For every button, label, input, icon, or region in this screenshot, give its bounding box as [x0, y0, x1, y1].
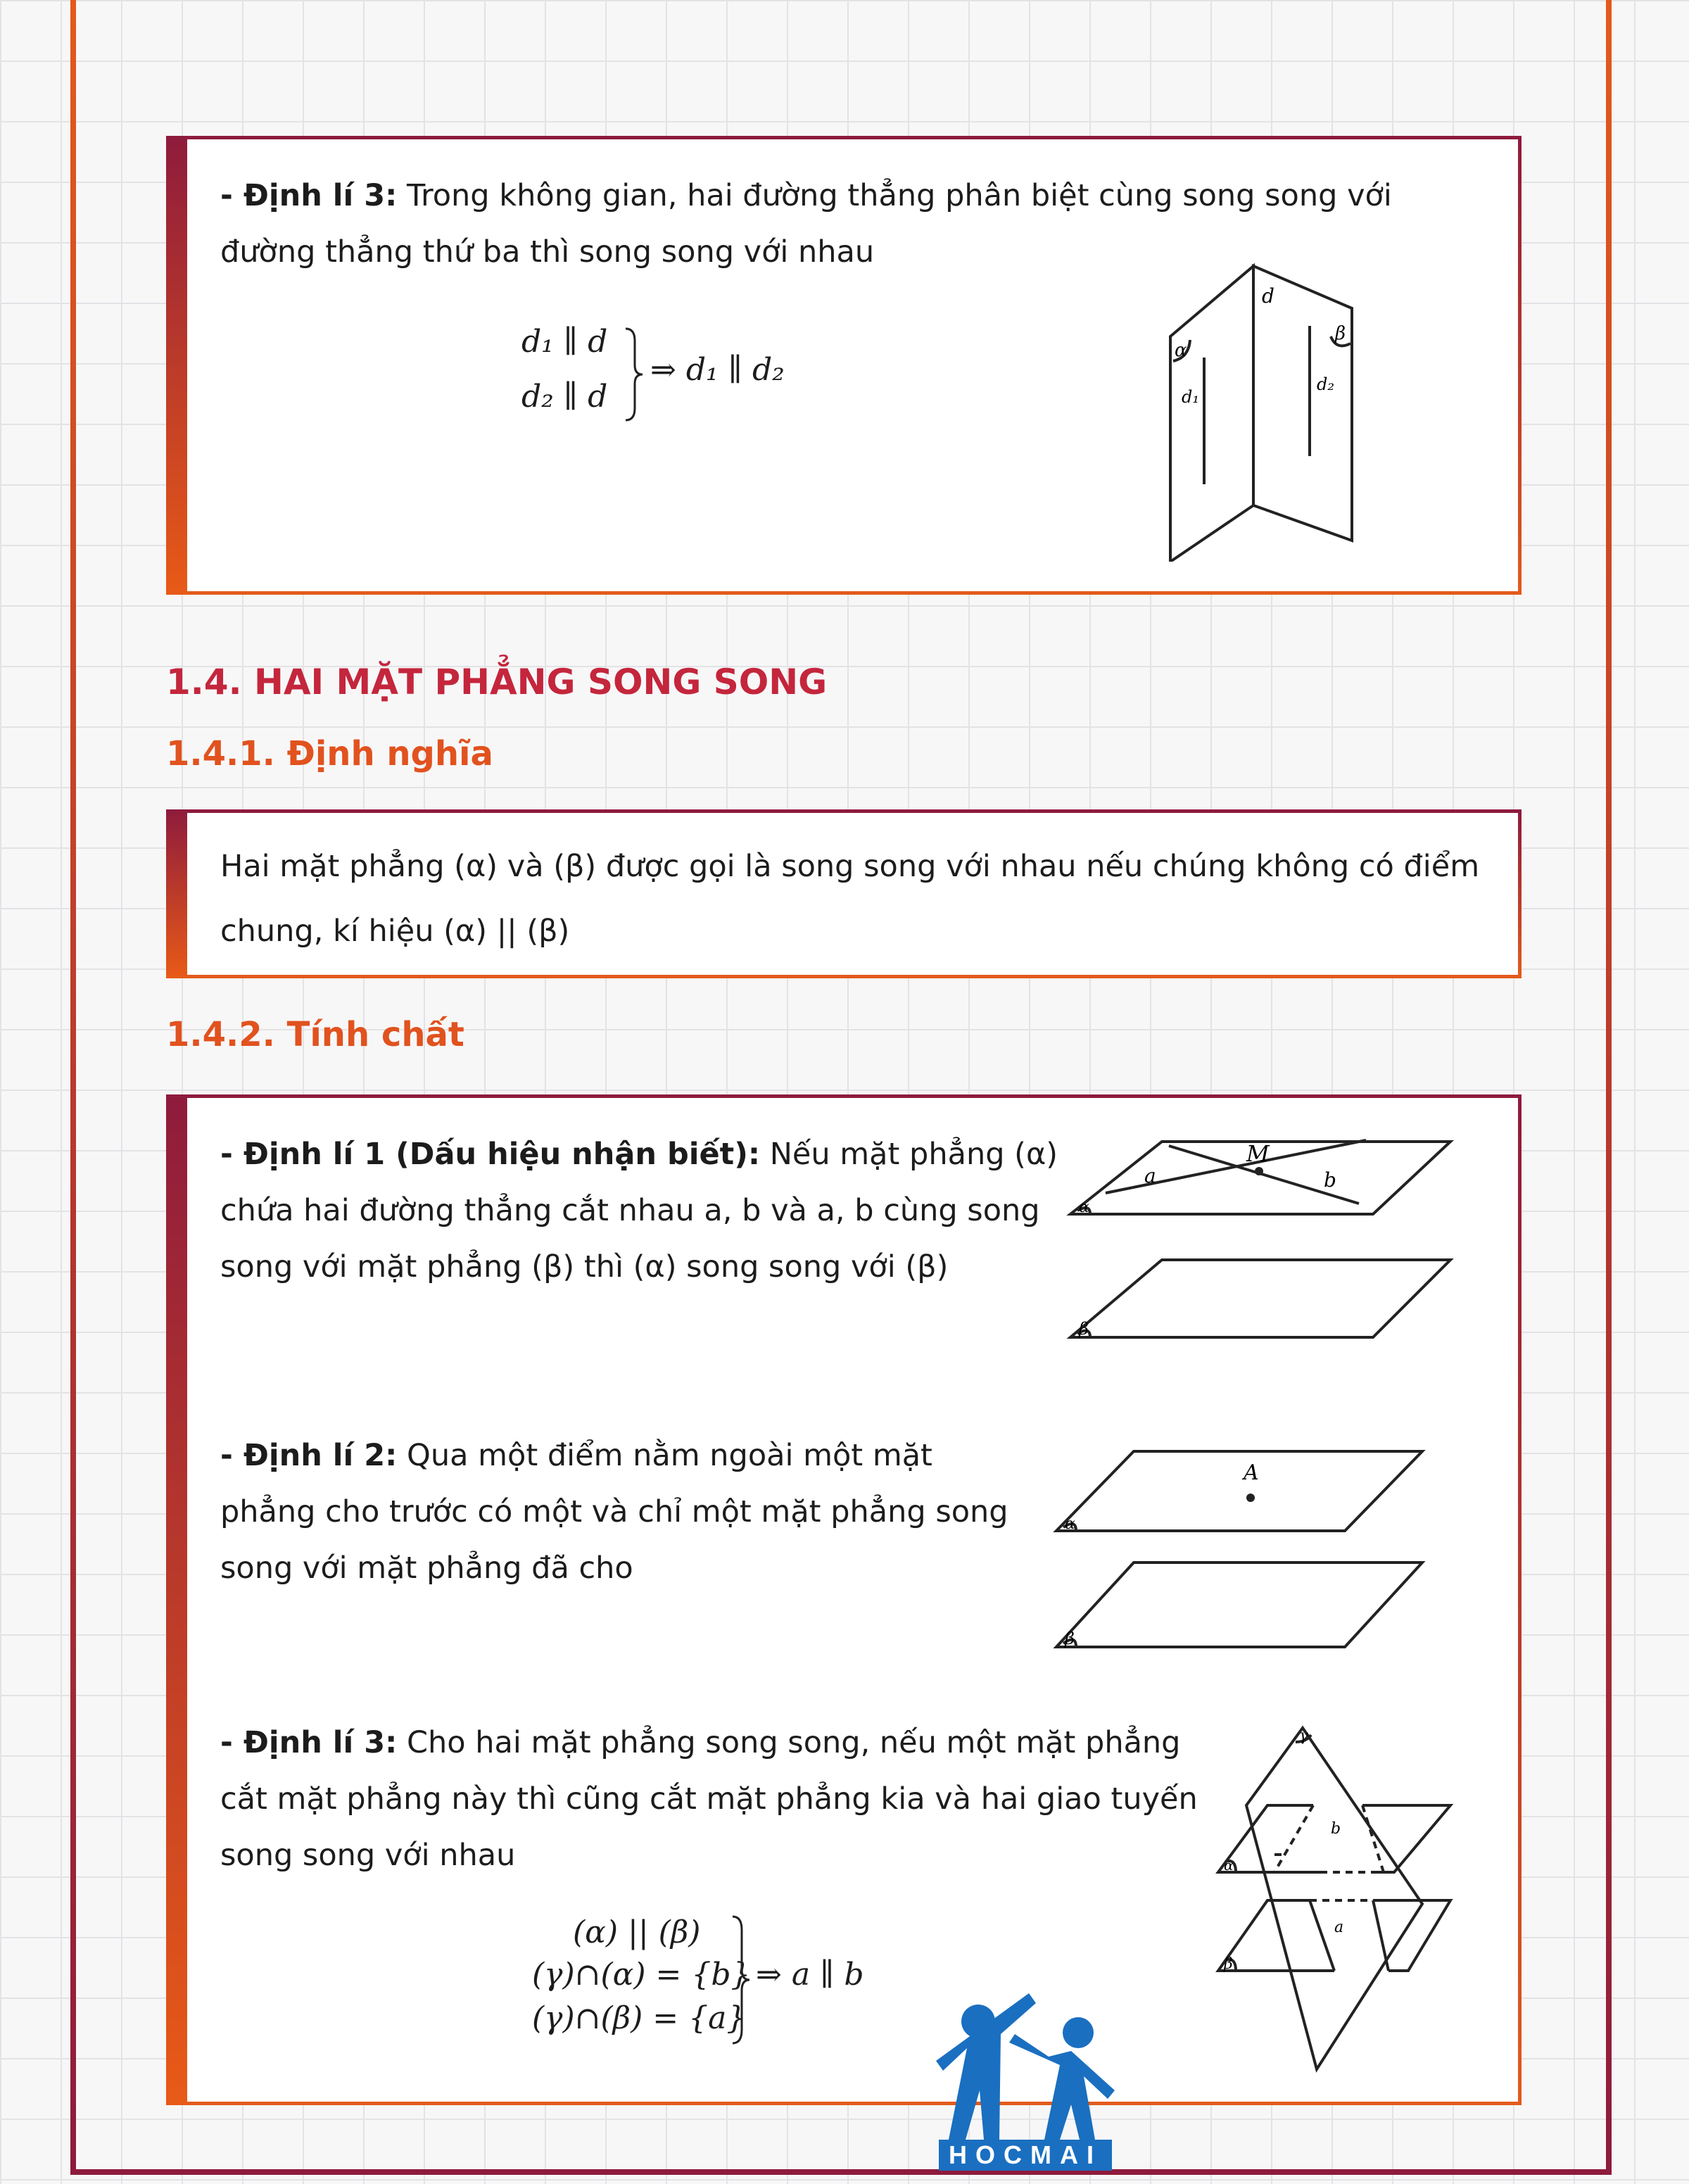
theorem-3-body: Cho hai mặt phẳng song song, nếu một mặt phẳng cắt mặt phẳng này thì cũng cắt mặt phẳng kia và hai giao tuyến song song với nhau — [220, 1725, 1198, 1873]
theorem-2-text — [220, 1427, 1008, 1596]
hocmai-logo — [930, 1992, 1120, 2178]
theorem-3-label: - Định lí 3: — [220, 1725, 398, 1760]
figure-parallel-planes-intersecting-lines — [1063, 1126, 1457, 1351]
label-alpha: α — [1065, 1515, 1075, 1533]
label-alpha: α — [1224, 1857, 1234, 1874]
theorem-3-planes-text — [220, 1715, 1220, 1883]
label-alpha: α — [1175, 340, 1187, 361]
formula-result: ⇒ a ∥ b — [756, 1957, 864, 1993]
theorem-3-planes-formula — [532, 1914, 884, 2055]
definition-text: Hai mặt phẳng (α) và (β) được gọi là song song với nhau nếu chúng không có điểm chung, kí hiệu (α) || (β) — [220, 849, 1480, 949]
label-gamma: γ — [1299, 1727, 1309, 1745]
label-a: a — [1144, 1164, 1156, 1187]
theorem-label: - Định lí 3: — [220, 178, 398, 213]
theorem-body: Trong không gian, hai đường thẳng phân biệt cùng song song với đường thẳng thứ ba thì song song với nhau — [220, 178, 1392, 270]
label-A: A — [1244, 1460, 1259, 1485]
label-beta: β — [1065, 1629, 1075, 1648]
formula-line-2: (γ)∩(α) = {b} — [532, 1957, 751, 1993]
subsection-definition-title: 1.4.1. Định nghĩa — [166, 734, 493, 774]
theorem-2-label: - Định lí 2: — [220, 1438, 398, 1473]
section-title: 1.4. HAI MẶT PHẲNG SONG SONG — [166, 662, 828, 702]
label-d: d — [1262, 284, 1274, 308]
label-alpha: α — [1079, 1199, 1089, 1216]
formula-line-2: d₂ ∥ d — [521, 379, 608, 415]
label-d2: d₂ — [1317, 374, 1334, 394]
label-a: a — [1334, 1919, 1344, 1936]
theorem-box-lines — [166, 136, 1522, 595]
formula-line-1: d₁ ∥ d — [521, 324, 608, 360]
hocmai-figures-icon — [930, 1992, 1120, 2140]
label-d1: d₁ — [1182, 387, 1199, 407]
formula-line-1: (α) || (β) — [573, 1914, 701, 1950]
hocmai-logo-text: HOCMAI — [939, 2140, 1112, 2171]
label-M: M — [1246, 1140, 1270, 1167]
label-beta: β — [1224, 1955, 1233, 1973]
theorem-1-text — [220, 1126, 1065, 1295]
formula-result: ⇒ d₁ ∥ d₂ — [650, 352, 785, 388]
subsection-properties-title: 1.4.2. Tính chất — [166, 1015, 464, 1054]
brace-icon — [624, 327, 645, 422]
theorem-1-body: Nếu mặt phẳng (α) chứa hai đường thẳng cắt nhau a, b và a, b cùng song song với mặt phẳng (β) thì (α) song song với (β) — [220, 1137, 1058, 1284]
properties-box — [166, 1094, 1522, 2105]
label-beta: β — [1335, 323, 1346, 344]
theorem-2-body: Qua một điểm nằm ngoài một mặt phẳng cho trước có một và chỉ một mặt phẳng song song với mặt phẳng đã cho — [220, 1438, 1008, 1586]
theorem-3-formula — [521, 324, 803, 436]
formula-line-3: (γ)∩(β) = {a} — [532, 2000, 747, 2036]
label-b: b — [1324, 1168, 1336, 1192]
brace-icon — [730, 1914, 752, 2045]
figure-two-planes-lines — [1148, 252, 1380, 562]
definition-box — [166, 809, 1522, 978]
figure-plane-cutting-parallel-planes — [1204, 1721, 1472, 2073]
figure-point-outside-plane — [1049, 1443, 1429, 1661]
theorem-1-label: - Định lí 1 (Dấu hiệu nhận biết): — [220, 1137, 761, 1172]
label-b: b — [1331, 1820, 1341, 1838]
label-beta: β — [1079, 1319, 1089, 1339]
